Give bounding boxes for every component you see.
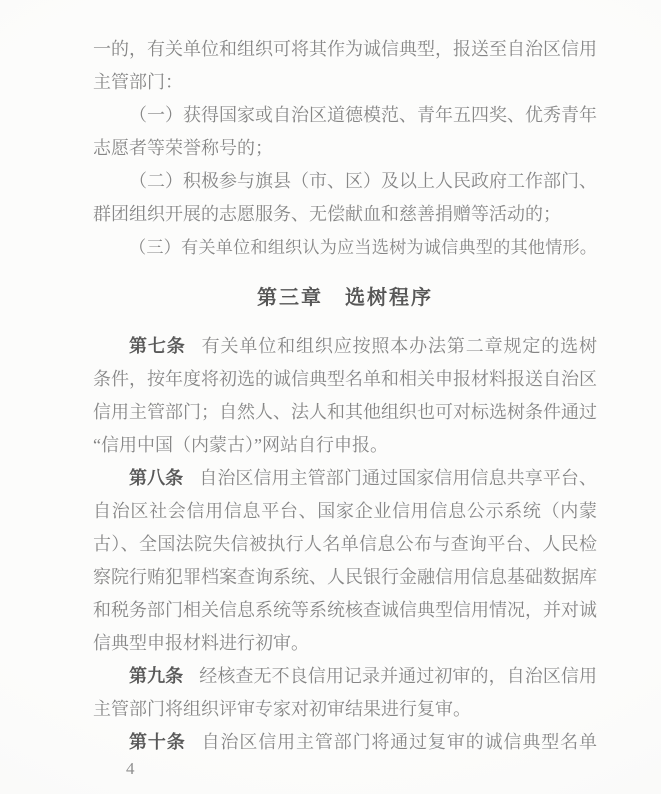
text-line: 察院行贿犯罪档案查询系统、人民银行金融信用信息基础数据库	[93, 567, 597, 587]
text-line: 条件，按年度将初选的诚信典型名单和相关申报材料报送自治区	[93, 369, 597, 389]
text-line: 信用主管部门；自然人、法人和其他组织也可对标选树条件通过	[93, 402, 597, 422]
text-line: 和税务部门相关信息系统等系统核查诚信典型信用情况，并对诚	[93, 600, 597, 620]
text-line: 古）、全国法院失信被执行人名单信息公布与查询平台、人民检	[93, 534, 597, 554]
document-body	[93, 33, 597, 759]
article-text: 自治区信用主管部门通过国家信用信息共享平台、	[199, 468, 597, 488]
text-line: 一的，有关单位和组织可将其作为诚信典型，报送至自治区信用	[93, 39, 597, 59]
article-label: 第十条	[129, 732, 186, 752]
article-text: 自治区信用主管部门将通过复审的诚信典型名单	[201, 732, 597, 752]
article-label: 第九条	[129, 666, 184, 686]
text-line: （三）有关单位和组织认为应当选树为诚信典型的其他情形。	[129, 238, 597, 257]
text-line: “信用中国（内蒙古）”网站自行申报。	[93, 435, 388, 455]
text-line: 主管部门将组织评审专家对初审结果进行复审。	[93, 699, 471, 719]
text-line: 群团组织开展的志愿服务、无偿献血和慈善捐赠等活动的；	[93, 204, 561, 224]
text-line	[93, 462, 597, 495]
text-line: （一）获得国家或自治区道德模范、青年五四奖、优秀青年	[129, 105, 597, 125]
text-line: （二）积极参与旗县（市、区）及以上人民政府工作部门、	[129, 171, 597, 191]
article-label: 第八条	[129, 468, 184, 488]
article-text: 有关单位和组织应按照本办法第二章规定的选树	[201, 336, 597, 356]
page-number: 4	[126, 759, 135, 778]
text-line: 主管部门：	[93, 72, 183, 92]
text-line	[93, 330, 597, 363]
text-line: 自治区社会信用信息平台、国家企业信用信息公示系统（内蒙	[93, 501, 597, 521]
article-text: 经核查无不良信用记录并通过初审的，自治区信用	[199, 666, 597, 686]
article-label: 第七条	[129, 336, 186, 356]
text-line: 信典型申报材料进行初审。	[93, 633, 309, 653]
text-line	[93, 660, 597, 693]
text-line	[93, 726, 597, 759]
text-line: 志愿者等荣誉称号的；	[93, 138, 273, 158]
chapter-heading: 第三章 选树程序	[257, 287, 433, 309]
